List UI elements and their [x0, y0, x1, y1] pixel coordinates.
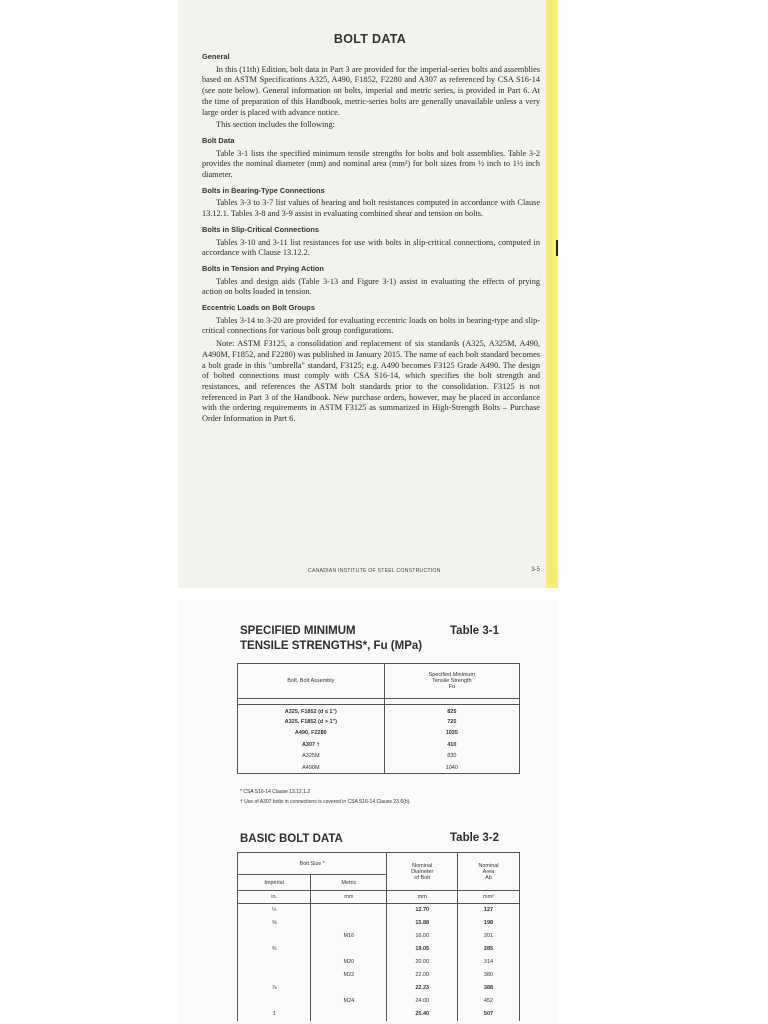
header-line: of Bolt — [414, 874, 431, 881]
table1-title-line2: TENSILE STRENGTHS*, Fu (MPa) — [240, 640, 423, 652]
page-title: BOLT DATA — [333, 32, 407, 46]
bolt-cell: A325, F1852 (d ≤ 1") — [238, 705, 385, 717]
page-footer — [202, 568, 540, 578]
highlight-strip — [546, 0, 558, 588]
table-row — [238, 982, 520, 995]
strength-cell: 1040 — [384, 762, 519, 774]
column-header-imperial: Imperial — [238, 875, 311, 891]
imperial-cell: ¾ — [238, 943, 311, 956]
strength-cell: 410 — [384, 739, 519, 751]
imperial-cell — [238, 956, 311, 969]
table-row — [238, 930, 520, 943]
unit-cell: mm — [387, 891, 458, 904]
header-line: Fu — [448, 684, 456, 690]
table-row — [238, 969, 520, 982]
table2-title: BASIC BOLT DATA — [240, 833, 343, 845]
diameter-cell: 24.00 — [387, 995, 458, 1008]
page-number: 3-5 — [531, 567, 540, 573]
table1-note: † Use of A307 bolts in connections is covered in CSA S16-14 Clause 23.6(b). — [240, 799, 411, 805]
table-row — [238, 904, 520, 917]
section-heading-bolt-data: Bolt Data — [202, 135, 235, 145]
imperial-cell — [238, 930, 311, 943]
area-cell: 285 — [457, 943, 519, 956]
imperial-cell — [238, 995, 311, 1008]
metric-cell: M20 — [311, 956, 387, 969]
bolt-cell: A325M — [238, 751, 385, 763]
column-header-nominal-area — [457, 853, 519, 891]
table-row — [238, 917, 520, 930]
imperial-cell: ⅞ — [238, 982, 311, 995]
metric-cell — [311, 982, 387, 995]
diameter-cell: 12.70 — [387, 904, 458, 917]
metric-cell — [311, 917, 387, 930]
strength-cell: 1035 — [384, 728, 519, 740]
metric-cell: M22 — [311, 969, 387, 982]
diameter-cell: 16.00 — [387, 930, 458, 943]
section-heading-tension-prying: Bolts in Tension and Prying Action — [202, 263, 324, 273]
strength-cell: 825 — [384, 705, 519, 717]
metric-cell — [311, 943, 387, 956]
header-line: Diameter — [411, 868, 434, 875]
table1-note: * CSA S16-14 Clause 13.12.1.2 — [240, 789, 311, 795]
table-row — [238, 1008, 520, 1021]
tensile-strength-table — [237, 663, 520, 774]
metric-cell: M24 — [311, 995, 387, 1008]
table-row — [238, 956, 520, 969]
section-heading-slip-critical: Bolts in Slip-Critical Connections — [202, 224, 320, 234]
diameter-cell: 20.00 — [387, 956, 458, 969]
diameter-cell: 15.88 — [387, 917, 458, 930]
header-line: Specified Minimum — [428, 672, 476, 678]
table1-notes — [240, 787, 411, 807]
section-heading-bearing-type: Bolts in Bearing-Type Connections — [202, 185, 325, 195]
area-cell: 198 — [457, 917, 519, 930]
column-header-strength — [384, 664, 519, 699]
area-cell: 201 — [457, 930, 519, 943]
area-cell: 127 — [457, 904, 519, 917]
column-header-bolt-size: Bolt Size * — [238, 853, 387, 875]
strength-cell: 725 — [384, 716, 519, 728]
area-cell: 380 — [457, 969, 519, 982]
table-row — [238, 739, 520, 751]
table-row — [238, 705, 520, 717]
footer-publisher: CANADIAN INSTITUTE OF STEEL CONSTRUCTION — [308, 568, 441, 574]
diameter-cell: 19.05 — [387, 943, 458, 956]
table-row — [238, 751, 520, 763]
paragraph-note: Note: ASTM F3125, a consolidation and replacement of six standards (A325, A325M, A490, A490M, F1852, and F2280) was published in January 2015. The name of each bolt standard becomes a bolt grade in this "umbrella" standard, F3125; e.g. A490 becomes F3125 Grade A490. The design of bolted connections must comply with CSA S16-14, which specifies the bolt strength and resistances, and references the ASTM bolt standards prior to the consolidation. F3125 is not referenced in Part 3 of the Handbook. New purchase orders, however, may be placed in accordance with the ordering requirements in ASTM F3125 as summarized in High-Strength Bolts – Purchase Order Information in Part 6. — [202, 339, 540, 424]
basic-bolt-data-table — [237, 852, 520, 1021]
section-heading-eccentric-loads: Eccentric Loads on Bolt Groups — [202, 303, 315, 313]
paragraph: This section includes the following: — [216, 120, 335, 130]
imperial-cell: 1 — [238, 1008, 311, 1021]
unit-cell: in. — [238, 891, 311, 904]
paragraph: Tables 3-3 to 3-7 list values of bearing and bolt resistances computed in accordance with Clause 13.12.1. Tables 3-8 and 3-9 assist in evaluating combined shear and tension on bolts. — [202, 198, 540, 219]
diameter-cell: 25.40 — [387, 1008, 458, 1021]
column-header-nominal-diameter — [387, 853, 458, 891]
table-row — [238, 995, 520, 1008]
table1-title-line1: SPECIFIED MINIMUM — [240, 625, 356, 637]
table-row — [238, 716, 520, 728]
paragraph: Tables 3-14 to 3-20 are provided for evaluating eccentric loads on bolts in bearing-type and slip-critical connections for various bolt group configurations. — [202, 315, 540, 336]
table-row — [238, 762, 520, 774]
bolt-cell: A490, F2280 — [238, 728, 385, 740]
area-cell: 314 — [457, 956, 519, 969]
header-line: Area — [482, 868, 495, 875]
table2-number: Table 3-2 — [450, 832, 499, 844]
table1-title — [240, 624, 422, 654]
bolt-cell: A325, F1852 (d > 1") — [238, 716, 385, 728]
unit-cell: mm — [311, 891, 387, 904]
paragraph: In this (11th) Edition, bolt data in Part 3 are provided for the imperial-series bolts and assemblies based on ASTM Specifications A325, A490, F1852, F2280 and A307 as referenced by CSA S16-14 (see note below). General information on bolts, imperial and metric series, is provided in Part 6. At the time of preparation of this Handbook, metric-series bolts are generally unavailable unless a very large order is placed with advance notice. — [202, 64, 540, 117]
metric-cell — [311, 904, 387, 917]
diameter-cell: 22.23 — [387, 982, 458, 995]
metric-cell — [311, 1008, 387, 1021]
unit-cell: mm² — [457, 891, 519, 904]
table-row — [238, 943, 520, 956]
section-heading-general: General — [202, 52, 230, 61]
header-line: Tensile Strength — [432, 678, 472, 684]
paragraph: Tables and design aids (Table 3-13 and Figure 3-1) assist in evaluating the effects of prying action on bolts loaded in tension. — [202, 276, 540, 297]
column-header-bolt: Bolt, Bolt Assembly — [238, 664, 385, 699]
units-row — [238, 891, 520, 904]
imperial-cell: ½ — [238, 904, 311, 917]
column-header-metric: Metric — [311, 875, 387, 891]
metric-cell: M16 — [311, 930, 387, 943]
bolt-cell: A307 † — [238, 739, 385, 751]
header-line: Ab — [485, 874, 492, 881]
area-cell: 388 — [457, 982, 519, 995]
area-cell: 507 — [457, 1008, 519, 1021]
area-cell: 452 — [457, 995, 519, 1008]
margin-mark — [556, 240, 558, 256]
table1-number: Table 3-1 — [450, 625, 499, 637]
header-line: Nominal — [478, 862, 499, 869]
table-row — [238, 728, 520, 740]
imperial-cell — [238, 969, 311, 982]
page-body — [202, 52, 540, 427]
diameter-cell: 22.00 — [387, 969, 458, 982]
paragraph: Table 3-1 lists the specified minimum tensile strengths for bolts and bolt assemblies. Table 3-2 provides the nominal diameter (mm) and nominal area (mm²) for bolt sizes from ½ inch to 1½ inch diameter. — [202, 148, 540, 180]
bolt-cell: A490M — [238, 762, 385, 774]
header-line: Nominal — [412, 862, 433, 869]
imperial-cell: ⅝ — [238, 917, 311, 930]
paragraph: Tables 3-10 and 3-11 list resistances for use with bolts in slip-critical connections, computed in accordance with Clause 13.12.2. — [202, 237, 540, 258]
strength-cell: 830 — [384, 751, 519, 763]
